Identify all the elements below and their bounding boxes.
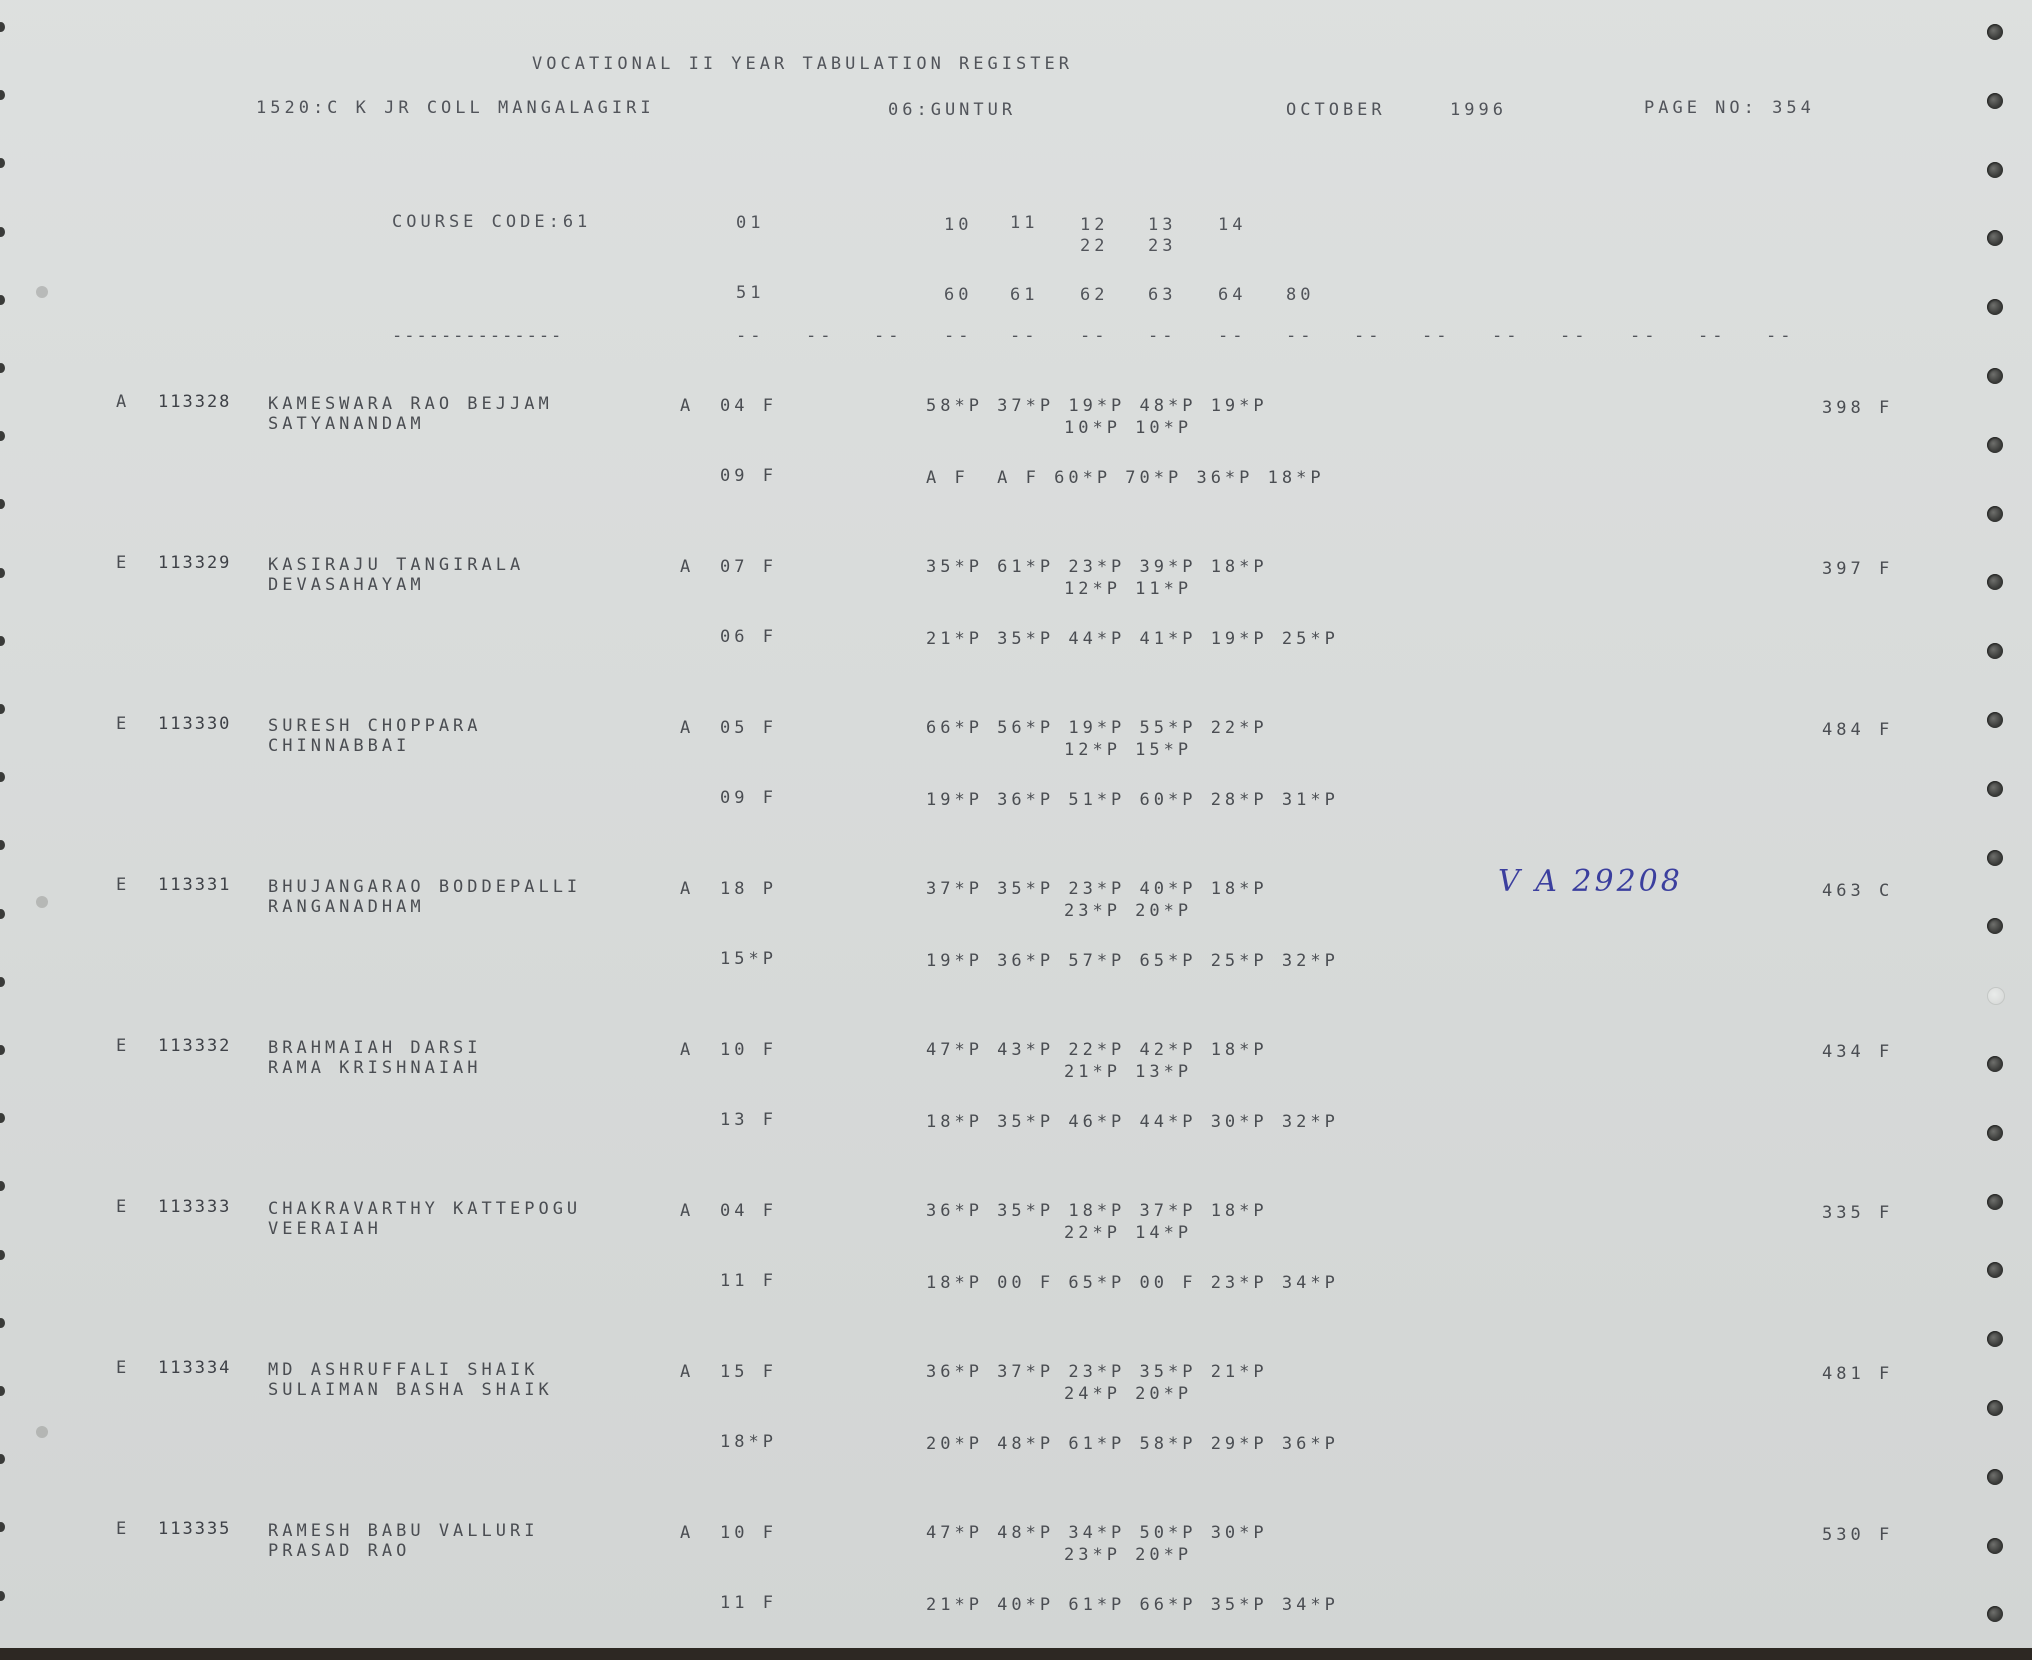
hall-ticket-number: 113331 bbox=[158, 875, 232, 895]
total-marks-result: 484 F bbox=[1822, 720, 1894, 740]
second-year-marks: 20*P 48*P 61*P 58*P 29*P 36*P bbox=[926, 1434, 1339, 1454]
category-code: E bbox=[116, 1197, 131, 1217]
feed-hole bbox=[1987, 712, 2003, 728]
separator-dashes: -- bbox=[736, 326, 765, 346]
first-year-score: 10 F bbox=[720, 1523, 777, 1543]
separator-dashes: -- bbox=[874, 326, 903, 346]
hall-ticket-number: 113330 bbox=[158, 714, 232, 734]
first-year-flag: A bbox=[680, 1362, 695, 1382]
first-year-marks-extra: 24*P 20*P bbox=[1064, 1384, 1193, 1404]
total-marks-result: 335 F bbox=[1822, 1203, 1894, 1223]
first-year-score: 07 F bbox=[720, 557, 777, 577]
edge-perforation bbox=[0, 1250, 5, 1260]
separator-dashes: -- bbox=[1560, 326, 1589, 346]
edge-perforation bbox=[0, 1113, 5, 1123]
exam-month: OCTOBER bbox=[1286, 100, 1386, 120]
edge-perforation bbox=[0, 772, 5, 782]
total-marks-result: 398 F bbox=[1822, 398, 1894, 418]
student-name-line1: CHAKRAVARTHY KATTEPOGU bbox=[268, 1199, 582, 1219]
subject-code: 80 bbox=[1286, 285, 1315, 305]
total-marks-result: 481 F bbox=[1822, 1364, 1894, 1384]
first-year-marks-extra: 10*P 10*P bbox=[1064, 418, 1193, 438]
separator-dashes: -- bbox=[1698, 326, 1727, 346]
feed-hole bbox=[1987, 1469, 2003, 1485]
separator-dashes: -- bbox=[1422, 326, 1451, 346]
separator-dashes: -- bbox=[1766, 326, 1795, 346]
first-year-marks: 47*P 48*P 34*P 50*P 30*P bbox=[926, 1523, 1268, 1543]
separator-dashes: -------------- bbox=[392, 326, 564, 346]
separator-dashes: -- bbox=[1148, 326, 1177, 346]
first-year-score: 15 F bbox=[720, 1362, 777, 1382]
student-name-line1: KAMESWARA RAO BEJJAM bbox=[268, 394, 553, 414]
feed-hole bbox=[1987, 1606, 2003, 1622]
student-name-line1: KASIRAJU TANGIRALA bbox=[268, 555, 525, 575]
first-year-marks-extra: 23*P 20*P bbox=[1064, 1545, 1193, 1565]
subject-code: 14 bbox=[1218, 215, 1247, 235]
separator-dashes: -- bbox=[1218, 326, 1247, 346]
first-year-marks-extra: 21*P 13*P bbox=[1064, 1062, 1193, 1082]
edge-perforation bbox=[0, 295, 5, 305]
total-marks-result: 530 F bbox=[1822, 1525, 1894, 1545]
subject-code: 60 bbox=[944, 285, 973, 305]
feed-hole bbox=[1987, 1125, 2003, 1141]
hall-ticket-number: 113335 bbox=[158, 1519, 232, 1539]
separator-dashes: -- bbox=[1354, 326, 1383, 346]
total-marks-result: 434 F bbox=[1822, 1042, 1894, 1062]
feed-hole bbox=[1987, 781, 2003, 797]
hall-ticket-number: 113328 bbox=[158, 392, 232, 412]
second-year-score: 15*P bbox=[720, 949, 777, 969]
student-name-line2: SULAIMAN BASHA SHAIK bbox=[268, 1380, 553, 1400]
first-year-marks: 58*P 37*P 19*P 48*P 19*P bbox=[926, 396, 1268, 416]
student-name-line1: RAMESH BABU VALLURI bbox=[268, 1521, 539, 1541]
category-code: E bbox=[116, 1358, 131, 1378]
subject-code: 13 bbox=[1148, 215, 1177, 235]
edge-perforation bbox=[0, 909, 5, 919]
separator-dashes: -- bbox=[1630, 326, 1659, 346]
feed-hole bbox=[1987, 850, 2003, 866]
first-year-marks: 47*P 43*P 22*P 42*P 18*P bbox=[926, 1040, 1268, 1060]
second-year-marks: 19*P 36*P 51*P 60*P 28*P 31*P bbox=[926, 790, 1339, 810]
first-year-flag: A bbox=[680, 1523, 695, 1543]
edge-perforation bbox=[0, 431, 5, 441]
feed-hole bbox=[1987, 987, 2005, 1005]
page-number: PAGE NO: 354 bbox=[1644, 98, 1815, 118]
first-year-marks: 37*P 35*P 23*P 40*P 18*P bbox=[926, 879, 1268, 899]
subject-code: 12 bbox=[1080, 215, 1109, 235]
subject-code: 10 bbox=[944, 215, 973, 235]
hall-ticket-number: 113329 bbox=[158, 553, 232, 573]
district-code: 06:GUNTUR bbox=[888, 100, 1017, 120]
sheet-bottom-edge bbox=[0, 1648, 2032, 1660]
second-year-score: 06 F bbox=[720, 627, 777, 647]
category-code: E bbox=[116, 714, 131, 734]
edge-perforation bbox=[0, 1522, 5, 1532]
paper-smudge bbox=[36, 286, 48, 298]
category-code: E bbox=[116, 1036, 131, 1056]
hall-ticket-number: 113333 bbox=[158, 1197, 232, 1217]
edge-perforation bbox=[0, 1045, 5, 1055]
handwritten-annotation: V A 29208 bbox=[1498, 864, 1683, 899]
first-year-score: 04 F bbox=[720, 396, 777, 416]
first-year-score: 04 F bbox=[720, 1201, 777, 1221]
edge-perforation bbox=[0, 499, 5, 509]
student-name-line1: BRAHMAIAH DARSI bbox=[268, 1038, 482, 1058]
feed-hole bbox=[1987, 506, 2003, 522]
first-year-flag: A bbox=[680, 718, 695, 738]
student-name-line2: RAMA KRISHNAIAH bbox=[268, 1058, 482, 1078]
first-year-marks-extra: 12*P 11*P bbox=[1064, 579, 1193, 599]
second-year-score: 11 F bbox=[720, 1271, 777, 1291]
second-year-score: 09 F bbox=[720, 788, 777, 808]
feed-hole bbox=[1987, 1262, 2003, 1278]
separator-dashes: -- bbox=[806, 326, 835, 346]
feed-hole bbox=[1987, 1538, 2003, 1554]
feed-hole bbox=[1987, 93, 2003, 109]
subject-code: 22 bbox=[1080, 236, 1109, 256]
edge-perforation bbox=[0, 636, 5, 646]
feed-hole bbox=[1987, 230, 2003, 246]
student-name-line2: CHINNABBAI bbox=[268, 736, 411, 756]
second-year-marks: 19*P 36*P 57*P 65*P 25*P 32*P bbox=[926, 951, 1339, 971]
subject-code: 64 bbox=[1218, 285, 1247, 305]
feed-hole bbox=[1987, 1194, 2003, 1210]
paper-smudge bbox=[36, 896, 48, 908]
second-year-marks: 18*P 35*P 46*P 44*P 30*P 32*P bbox=[926, 1112, 1339, 1132]
edge-perforation bbox=[0, 1591, 5, 1601]
separator-dashes: -- bbox=[1286, 326, 1315, 346]
first-year-marks: 36*P 37*P 23*P 35*P 21*P bbox=[926, 1362, 1268, 1382]
subject-code: 11 bbox=[1010, 213, 1039, 233]
first-year-marks: 36*P 35*P 18*P 37*P 18*P bbox=[926, 1201, 1268, 1221]
category-code: E bbox=[116, 1519, 131, 1539]
edge-perforation bbox=[0, 363, 5, 373]
feed-hole bbox=[1987, 574, 2003, 590]
course-code-label: COURSE CODE:61 bbox=[392, 212, 592, 232]
first-year-flag: A bbox=[680, 1201, 695, 1221]
separator-dashes: -- bbox=[1080, 326, 1109, 346]
edge-perforation bbox=[0, 568, 5, 578]
student-name-line1: BHUJANGARAO BODDEPALLI bbox=[268, 877, 582, 897]
student-name-line2: DEVASAHAYAM bbox=[268, 575, 425, 595]
feed-hole bbox=[1987, 437, 2003, 453]
subject-code: 01 bbox=[736, 213, 765, 233]
student-name-line2: RANGANADHAM bbox=[268, 897, 425, 917]
feed-hole bbox=[1987, 1400, 2003, 1416]
second-year-score: 13 F bbox=[720, 1110, 777, 1130]
student-name-line1: MD ASHRUFFALI SHAIK bbox=[268, 1360, 539, 1380]
hall-ticket-number: 113334 bbox=[158, 1358, 232, 1378]
register-title: VOCATIONAL II YEAR TABULATION REGISTER bbox=[532, 54, 1073, 74]
subject-code: 23 bbox=[1148, 236, 1177, 256]
feed-hole bbox=[1987, 918, 2003, 934]
subject-code: 62 bbox=[1080, 285, 1109, 305]
total-marks-result: 397 F bbox=[1822, 559, 1894, 579]
first-year-marks-extra: 12*P 15*P bbox=[1064, 740, 1193, 760]
feed-hole bbox=[1987, 24, 2003, 40]
category-code: E bbox=[116, 875, 131, 895]
feed-hole bbox=[1987, 1331, 2003, 1347]
student-name-line2: SATYANANDAM bbox=[268, 414, 425, 434]
second-year-score: 18*P bbox=[720, 1432, 777, 1452]
first-year-marks-extra: 22*P 14*P bbox=[1064, 1223, 1193, 1243]
feed-hole bbox=[1987, 368, 2003, 384]
separator-dashes: -- bbox=[1010, 326, 1039, 346]
subject-code: 63 bbox=[1148, 285, 1177, 305]
category-code: E bbox=[116, 553, 131, 573]
edge-perforation bbox=[0, 1181, 5, 1191]
feed-hole bbox=[1987, 299, 2003, 315]
separator-dashes: -- bbox=[1492, 326, 1521, 346]
second-year-score: 09 F bbox=[720, 466, 777, 486]
first-year-score: 18 P bbox=[720, 879, 777, 899]
first-year-marks: 66*P 56*P 19*P 55*P 22*P bbox=[926, 718, 1268, 738]
subject-code: 51 bbox=[736, 283, 765, 303]
second-year-marks: 21*P 35*P 44*P 41*P 19*P 25*P bbox=[926, 629, 1339, 649]
edge-perforation bbox=[0, 840, 5, 850]
category-code: A bbox=[116, 392, 131, 412]
total-marks-result: 463 C bbox=[1822, 881, 1894, 901]
feed-hole bbox=[1987, 1056, 2003, 1072]
first-year-marks-extra: 23*P 20*P bbox=[1064, 901, 1193, 921]
first-year-flag: A bbox=[680, 1040, 695, 1060]
edge-perforation bbox=[0, 22, 5, 32]
college-code: 1520:C K JR COLL MANGALAGIRI bbox=[256, 98, 655, 118]
first-year-flag: A bbox=[680, 557, 695, 577]
second-year-marks: 18*P 00 F 65*P 00 F 23*P 34*P bbox=[926, 1273, 1339, 1293]
second-year-marks: A F A F 60*P 70*P 36*P 18*P bbox=[926, 468, 1325, 488]
first-year-score: 05 F bbox=[720, 718, 777, 738]
edge-perforation bbox=[0, 227, 5, 237]
first-year-flag: A bbox=[680, 396, 695, 416]
first-year-flag: A bbox=[680, 879, 695, 899]
second-year-score: 11 F bbox=[720, 1593, 777, 1613]
edge-perforation bbox=[0, 977, 5, 987]
student-name-line2: PRASAD RAO bbox=[268, 1541, 411, 1561]
hall-ticket-number: 113332 bbox=[158, 1036, 232, 1056]
first-year-score: 10 F bbox=[720, 1040, 777, 1060]
paper-smudge bbox=[36, 1426, 48, 1438]
exam-year: 1996 bbox=[1450, 100, 1507, 120]
edge-perforation bbox=[0, 1454, 5, 1464]
edge-perforation bbox=[0, 90, 5, 100]
edge-perforation bbox=[0, 704, 5, 714]
feed-hole bbox=[1987, 162, 2003, 178]
edge-perforation bbox=[0, 1386, 5, 1396]
edge-perforation bbox=[0, 1318, 5, 1328]
first-year-marks: 35*P 61*P 23*P 39*P 18*P bbox=[926, 557, 1268, 577]
subject-code: 61 bbox=[1010, 285, 1039, 305]
feed-hole bbox=[1987, 643, 2003, 659]
student-name-line2: VEERAIAH bbox=[268, 1219, 382, 1239]
separator-dashes: -- bbox=[944, 326, 973, 346]
edge-perforation bbox=[0, 158, 5, 168]
student-name-line1: SURESH CHOPPARA bbox=[268, 716, 482, 736]
second-year-marks: 21*P 40*P 61*P 66*P 35*P 34*P bbox=[926, 1595, 1339, 1615]
